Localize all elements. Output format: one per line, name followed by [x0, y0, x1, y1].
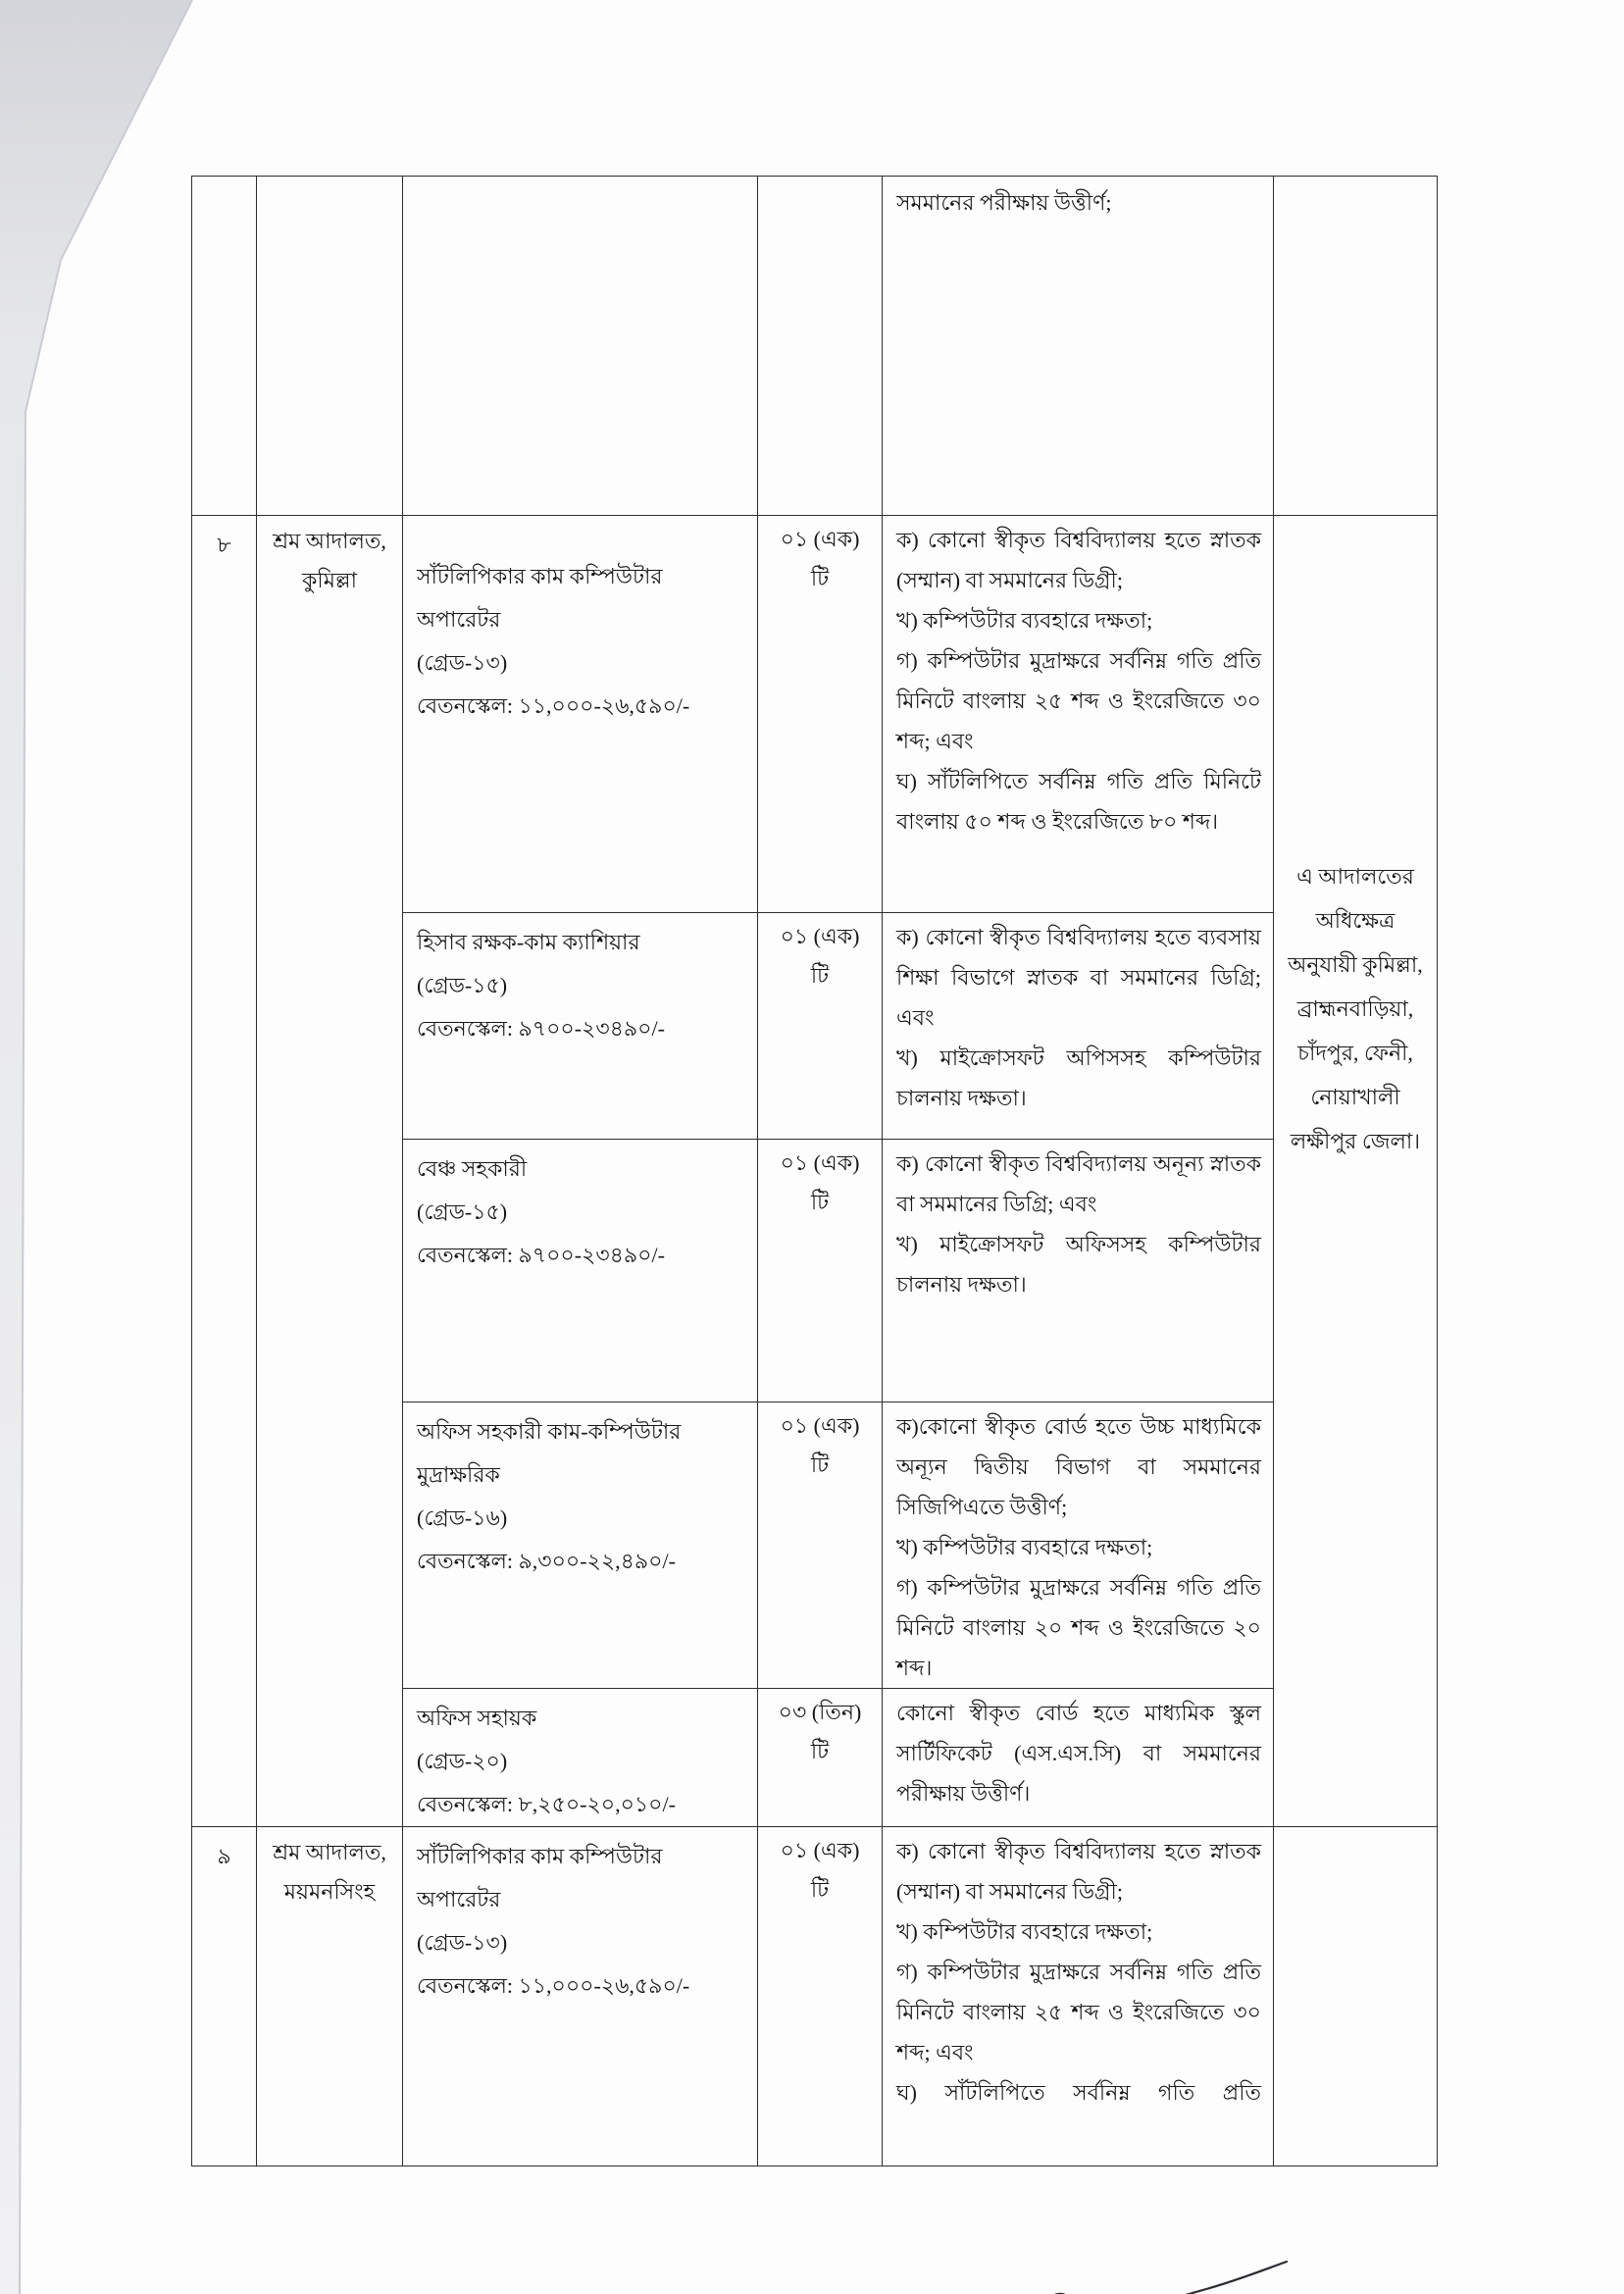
qualification-item: ঘ) সাঁটলিপিতে সর্বনিম্ন গতি প্রতি	[896, 2080, 1261, 2105]
post-cell	[403, 516, 758, 913]
qualification-item: গ) কম্পিউটার মুদ্রাক্ষরে সর্বনিম্ন গতি প্রতি মিনিটে বাংলায় ২০ শব্দ ও ইংরেজিতে ২০ শব্দ।	[896, 1575, 1261, 1680]
vacancy-count: ০১ (এক) টি	[780, 527, 860, 590]
qualification-cell	[883, 1827, 1274, 2167]
post-title: হিসাব রক্ষক-কাম ক্যাশিয়ার	[417, 930, 640, 954]
post-title: অফিস সহকারী কাম-কম্পিউটার মুদ্রাক্ষরিক	[417, 1419, 682, 1487]
post-cell	[403, 1827, 758, 2167]
table-container	[191, 176, 1437, 2294]
post-title: সাঁটলিপিকার কাম কম্পিউটার অপারেটর	[417, 564, 663, 632]
jurisdiction-cell	[1274, 177, 1438, 516]
court-cell	[257, 516, 403, 1827]
qualification-item: ক) কোনো স্বীকৃত বিশ্ববিদ্যালয় হতে স্নাতক (সম্মান) বা সমমানের ডিগ্রী;	[896, 528, 1261, 592]
post-pay-scale: বেতনস্কেল: ১১,০০০-২৬,৫৯০/-	[417, 693, 690, 718]
qualification-item: ক) কোনো স্বীকৃত বিশ্ববিদ্যালয় হতে ব্যবসায় শিক্ষা বিভাগে স্নাতক বা সমমানের ডিগ্রি; এবং	[896, 925, 1261, 1030]
post-cell	[403, 1140, 758, 1402]
jurisdiction-cell	[1274, 1827, 1438, 2167]
qualification-cell	[883, 1140, 1274, 1402]
qualification-item: ক) কোনো স্বীকৃত বিশ্ববিদ্যালয় অনূন্য স্নাতক বা সমমানের ডিগ্রি; এবং	[896, 1151, 1261, 1216]
vacancy-count-cell	[758, 913, 883, 1140]
serial-number: ৯	[217, 1844, 231, 1868]
qualification-item: গ) কম্পিউটার মুদ্রাক্ষরে সর্বনিম্ন গতি প্রতি মিনিটে বাংলায় ২৫ শব্দ ও ইংরেজিতে ৩০ শব্দ; এবং	[896, 648, 1261, 753]
qualification-item: কোনো স্বীকৃত বোর্ড হতে মাধ্যমিক স্কুল সার্টিফিকেট (এস.এস.সি) বা সমমানের পরীক্ষায় উত্তীর্ণ।	[896, 1701, 1261, 1806]
court-name: শ্রম আদালত, ময়মনসিংহ	[273, 1840, 386, 1904]
qualification-cell	[883, 516, 1274, 913]
post-grade: (গ্রেড-১৩)	[417, 1930, 508, 1955]
post-title: অফিস সহায়ক	[417, 1706, 537, 1730]
post-grade: (গ্রেড-১৫)	[417, 973, 508, 997]
post-grade: (গ্রেড-১৬)	[417, 1505, 508, 1530]
qualification-item: সমমানের পরীক্ষায় উত্তীর্ণ;	[896, 190, 1112, 215]
vacancy-count: ০৩ (তিন) টি	[778, 1700, 862, 1763]
post-cell	[403, 177, 758, 516]
vacancy-count-cell	[758, 1140, 883, 1402]
qualification-item: খ) কম্পিউটার ব্যবহারে দক্ষতা;	[896, 608, 1153, 633]
serial-cell	[192, 177, 257, 516]
qualification-item: গ) কম্পিউটার মুদ্রাক্ষরে সর্বনিম্ন গতি প্রতি মিনিটে বাংলায় ২৫ শব্দ ও ইংরেজিতে ৩০ শব্দ; এবং	[896, 1960, 1261, 2065]
post-pay-scale: বেতনস্কেল: ৮,২৫০-২০,০১০/-	[417, 1792, 676, 1816]
post-pay-scale: বেতনস্কেল: ৯,৩০০-২২,৪৯০/-	[417, 1549, 676, 1573]
vacancy-count: ০১ (এক) টি	[780, 924, 860, 988]
post-cell	[403, 1402, 758, 1689]
vacancy-count-cell	[758, 516, 883, 913]
qualification-item: ক)কোনো স্বীকৃত বোর্ড হতে উচ্চ মাধ্যমিকে অন্যূন দ্বিতীয় বিভাগ বা সমমানের সিজিপিএতে উত্তীর্ণ;	[896, 1414, 1261, 1519]
qualification-item: ক) কোনো স্বীকৃত বিশ্ববিদ্যালয় হতে স্নাতক (সম্মান) বা সমমানের ডিগ্রী;	[896, 1839, 1261, 1904]
vacancy-count-cell	[758, 1827, 883, 2167]
qualification-item: ঘ) সাঁটলিপিতে সর্বনিম্ন গতি প্রতি মিনিটে বাংলায় ৫০ শব্দ ও ইংরেজিতে ৮০ শব্দ।	[896, 769, 1261, 834]
vacancy-count-cell	[758, 177, 883, 516]
post-title: সাঁটলিপিকার কাম কম্পিউটার অপারেটর	[417, 1844, 663, 1912]
qualification-item: খ) কম্পিউটার ব্যবহারে দক্ষতা;	[896, 1535, 1153, 1559]
vacancy-count: ০১ (এক) টি	[780, 1413, 860, 1477]
signature-drawing	[990, 2255, 1294, 2294]
job-vacancy-table	[191, 176, 1438, 2167]
table-row	[192, 516, 1438, 913]
qualification-item: খ) কম্পিউটার ব্যবহারে দক্ষতা;	[896, 1919, 1153, 1944]
vacancy-count: ০১ (এক) টি	[780, 1150, 860, 1214]
court-name: শ্রম আদালত, কুমিল্লা	[273, 529, 386, 592]
post-grade: (গ্রেড-২০)	[417, 1749, 508, 1773]
jurisdiction-text: এ আদালতের অধিক্ষেত্র অনুযায়ী কুমিল্লা, ব্রাহ্মনবাড়িয়া, চাঁদপুর, ফেনী, নোয়াখালী লক্ষীপুর জেলা।	[1288, 864, 1423, 1153]
post-pay-scale: বেতনস্কেল: ১১,০০০-২৬,৫৯০/-	[417, 1973, 690, 1998]
vacancy-count-cell	[758, 1689, 883, 1827]
post-grade: (গ্রেড-১৫)	[417, 1199, 508, 1224]
signature	[990, 2255, 1294, 2294]
qualification-cell	[883, 1689, 1274, 1827]
court-cell	[257, 1827, 403, 2167]
vacancy-count-cell	[758, 1402, 883, 1689]
qualification-item: খ) মাইক্রোসফট অফিসসহ কম্পিউটার চালনায় দক্ষতা।	[896, 1232, 1261, 1297]
qualification-cell	[883, 177, 1274, 516]
qualification-item: খ) মাইক্রোসফট অপিসসহ কম্পিউটার চালনায় দক্ষতা।	[896, 1045, 1261, 1110]
post-cell	[403, 913, 758, 1140]
post-cell	[403, 1689, 758, 1827]
court-cell	[257, 177, 403, 516]
jurisdiction-cell	[1274, 516, 1438, 1827]
post-title: বেঞ্চ সহকারী	[417, 1156, 528, 1181]
serial-cell	[192, 1827, 257, 2167]
serial-number: ৮	[217, 533, 231, 557]
table-row-continuation	[192, 177, 1438, 516]
qualification-cell	[883, 1402, 1274, 1689]
qualification-cell	[883, 913, 1274, 1140]
serial-cell	[192, 516, 257, 1827]
post-grade: (গ্রেড-১৩)	[417, 650, 508, 675]
post-pay-scale: বেতনস্কেল: ৯৭০০-২৩৪৯০/-	[417, 1016, 665, 1041]
post-pay-scale: বেতনস্কেল: ৯৭০০-২৩৪৯০/-	[417, 1243, 665, 1267]
vacancy-count: ০১ (এক) টি	[780, 1838, 860, 1902]
table-row	[192, 1827, 1438, 2167]
